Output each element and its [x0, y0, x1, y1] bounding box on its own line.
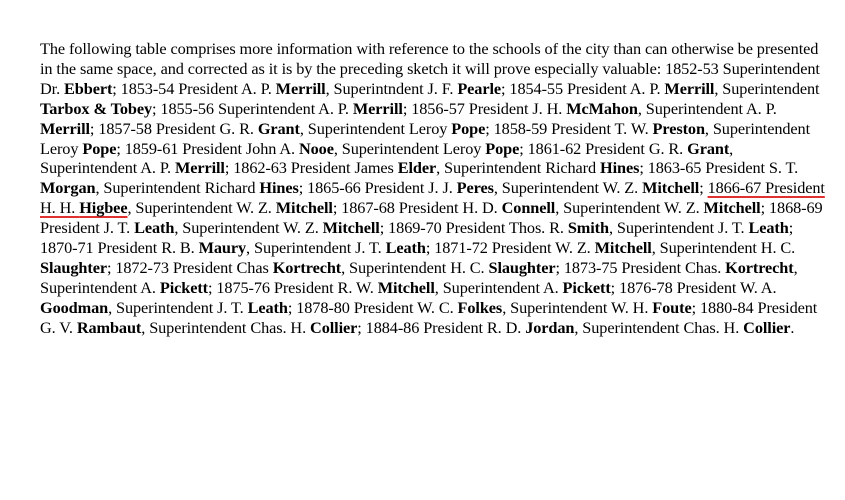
text-run: ; 1865-66 President J. J. — [298, 178, 457, 198]
name-text: Nooe — [298, 138, 334, 158]
text-run: ; 1857-58 President G. R. — [89, 118, 258, 138]
text-run: ; 1867-68 President H. D. — [332, 198, 502, 218]
name-text: Grant — [687, 138, 730, 158]
name-text: Leath — [134, 218, 175, 238]
text-run: , Superintndent J. F. — [325, 78, 458, 98]
name-text: Grant — [257, 118, 300, 138]
text-run: , Superintendent — [714, 78, 820, 98]
text-run: , Superintendent Leroy — [333, 138, 486, 158]
text-run: , Superintendent A. P. — [40, 138, 734, 178]
schools-paragraph — [40, 39, 830, 338]
name-text: Pickett — [562, 277, 611, 297]
text-run: , Superintendent Chas. H. — [574, 317, 744, 337]
text-run: , Superintendent A. P. — [637, 98, 777, 118]
name-text: Leath — [385, 238, 426, 258]
name-text: Hines — [600, 158, 640, 178]
name-text: Merrill — [664, 78, 715, 98]
text-run: ; 1854-55 President A. P. — [501, 78, 665, 98]
name-text: Collier — [310, 317, 358, 337]
text-run: , Superintendent W. Z. — [174, 218, 323, 238]
document-page — [40, 39, 830, 338]
name-text: Slaughter — [40, 257, 107, 277]
text-run: , Superintendent J. T. — [246, 238, 386, 258]
text-run: ; 1880-84 President G. V. — [40, 297, 818, 337]
text-run: , Superintendent W. H. — [502, 297, 653, 317]
text-run: , Superintendent W. Z. — [127, 198, 276, 218]
text-run: ; 1858-59 President T. W. — [485, 118, 653, 138]
highlighted-text-run: 1866-67 President H. H. — [40, 178, 825, 218]
text-run: ; 1871-72 President W. Z. — [425, 238, 595, 258]
text-run: ; 1873-75 President Chas. — [555, 257, 726, 277]
text-run: ; 1869-70 President Thos. R. — [379, 218, 568, 238]
name-text: Pearle — [457, 78, 502, 98]
name-text: Connell — [501, 198, 556, 218]
name-text: Mitchell — [642, 178, 700, 198]
name-text: Kortrecht — [272, 257, 342, 277]
name-text: Merrill — [275, 78, 326, 98]
text-run: , Superintendent Richard — [436, 158, 600, 178]
text-run: , Superintendent Richard — [95, 178, 260, 198]
text-run: ; 1861-62 President G. R. — [519, 138, 688, 158]
name-text: Goodman — [40, 297, 109, 317]
text-run: , Superintendent W. Z. — [493, 178, 643, 198]
name-text: Tarbox & Tobey — [40, 98, 153, 118]
text-run: The following table comprises more information with reference to the schools of the city than can otherwise be presented in the same space, and corrected as it is by the preceding sketch it will prove especially valuable: 1852-53 Superintendent Dr. — [40, 39, 820, 98]
text-run: , Superintendent J. T. — [608, 218, 749, 238]
text-run: ; 1872-73 President Chas — [106, 257, 273, 277]
name-text: Merrill — [352, 98, 403, 118]
name-text: Slaughter — [488, 257, 556, 277]
name-text: Preston — [652, 118, 705, 138]
name-text: Mitchell — [322, 218, 380, 238]
text-run: ; 1853-54 President A. P. — [112, 78, 276, 98]
text-run: ; 1868-69 President J. T. — [40, 198, 823, 238]
text-run: , Superintendent A. — [434, 277, 563, 297]
name-text: McMahon — [566, 98, 638, 118]
name-text: Pope — [451, 118, 486, 138]
name-text: Pickett — [159, 277, 208, 297]
name-text: Morgan — [40, 178, 96, 198]
text-run: ; 1856-57 President J. H. — [402, 98, 567, 118]
name-text: Jordan — [525, 317, 575, 337]
name-text: Hines — [259, 178, 299, 198]
name-text: Mitchell — [377, 277, 435, 297]
name-text: Pope — [82, 138, 117, 158]
text-run: ; 1884-86 President R. D. — [357, 317, 526, 337]
name-text: Folkes — [457, 297, 503, 317]
text-run: , Superintendent Chas. H. — [141, 317, 311, 337]
text-run: , Superintendent Leroy — [40, 118, 811, 158]
name-text: Elder — [397, 158, 437, 178]
highlighted-name-text: Higbee — [79, 198, 128, 218]
text-run: , Superintendent J. T. — [108, 297, 248, 317]
text-run: , Superintendent W. Z. — [555, 198, 704, 218]
name-text: Merrill — [40, 118, 90, 138]
name-text: Ebbert — [64, 78, 113, 98]
text-run: ; 1855-56 Superintendent A. P. — [152, 98, 353, 118]
name-text: Kortrecht — [725, 257, 794, 277]
text-run: ; 1876-78 President W. A. — [610, 277, 777, 297]
text-run: . — [790, 317, 795, 337]
text-run: ; 1878-80 President W. C. — [287, 297, 458, 317]
name-text: Mitchell — [594, 238, 652, 258]
name-text: Collier — [743, 317, 791, 337]
text-run: ; 1863-65 President S. T. — [639, 158, 799, 178]
text-run: ; 1862-63 President James — [224, 158, 398, 178]
name-text: Leath — [748, 218, 789, 238]
name-text: Maury — [198, 238, 247, 258]
name-text: Smith — [567, 218, 609, 238]
name-text: Merrill — [174, 158, 225, 178]
text-run: ; — [699, 178, 708, 198]
text-run: , Superintendent H. C. — [651, 238, 796, 258]
text-run: ; 1859-61 President John A. — [116, 138, 299, 158]
name-text: Foute — [652, 297, 692, 317]
name-text: Mitchell — [703, 198, 761, 218]
name-text: Leath — [247, 297, 288, 317]
name-text: Peres — [456, 178, 494, 198]
text-run: , Superintendent A. — [40, 257, 798, 297]
text-run: , Superintendent H. C. — [341, 257, 489, 277]
name-text: Rambaut — [76, 317, 142, 337]
text-run: ; 1870-71 President R. B. — [40, 218, 794, 258]
name-text: Pope — [485, 138, 520, 158]
text-run: , Superintendent Leroy — [299, 118, 452, 138]
name-text: Mitchell — [275, 198, 333, 218]
text-run: ; 1875-76 President R. W. — [207, 277, 378, 297]
